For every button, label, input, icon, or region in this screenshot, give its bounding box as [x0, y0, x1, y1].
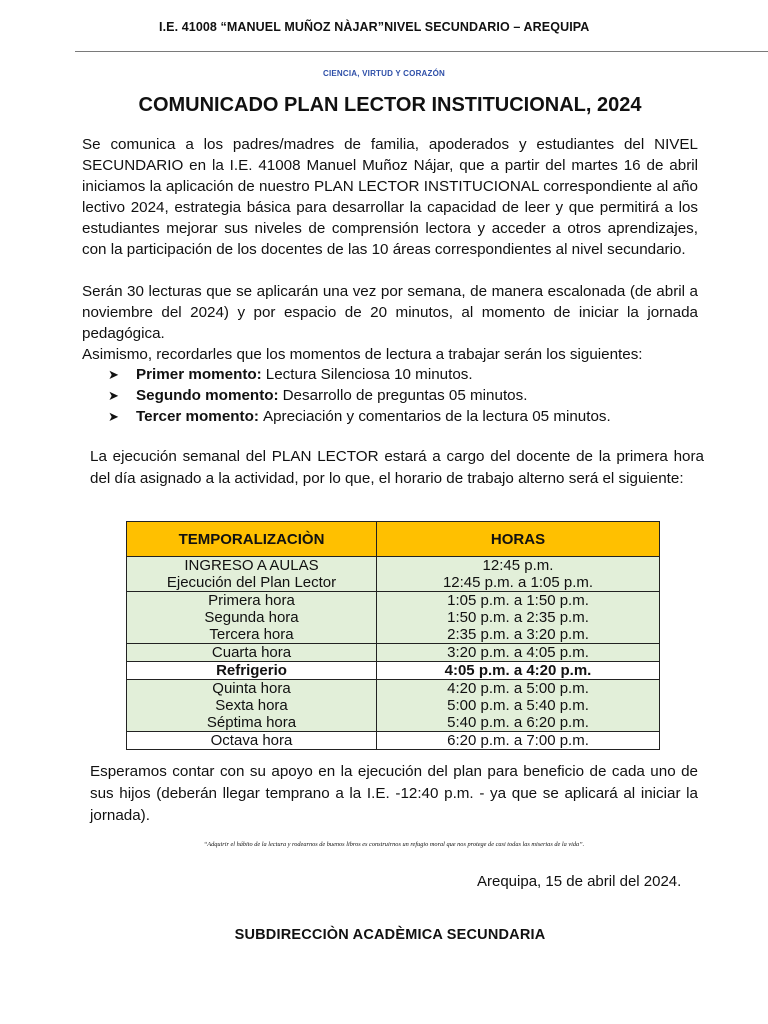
arrow-bullet-icon: ➤: [108, 409, 119, 424]
moment-text: Apreciación y comentarios de la lectura 05 minutos.: [262, 408, 611, 425]
table-row: [127, 732, 660, 750]
period-cell: Séptima hora: [127, 714, 377, 732]
period-cell: Primera hora: [127, 592, 377, 610]
arrow-bullet-icon: ➤: [108, 367, 119, 382]
time-cell: 5:40 p.m. a 6:20 p.m.: [377, 714, 660, 732]
time-cell: 2:35 p.m. a 3:20 p.m.: [377, 626, 660, 644]
moments-intro-paragraph: Asimismo, recordarles que los momentos de lectura a trabajar serán los siguientes:: [82, 346, 643, 363]
moment-text: Lectura Silenciosa 10 minutos.: [265, 366, 473, 383]
reading-moments-list: [108, 364, 611, 427]
moment-text: Desarrollo de preguntas 05 minutos.: [282, 387, 528, 404]
period-cell: INGRESO A AULAS: [127, 557, 377, 575]
moment-term: Segundo momento:: [136, 387, 279, 404]
table-row: [127, 697, 660, 714]
table-row-refrigerio: [127, 662, 660, 680]
table-row: [127, 714, 660, 732]
document-date: Arequipa, 15 de abril del 2024.: [477, 873, 682, 890]
list-item: [108, 364, 611, 385]
time-cell: 4:05 p.m. a 4:20 p.m.: [377, 662, 660, 680]
period-cell: Quinta hora: [127, 680, 377, 698]
list-item: [108, 406, 611, 427]
table-row: [127, 557, 660, 575]
period-cell: Segunda hora: [127, 609, 377, 626]
time-cell: 12:45 p.m.: [377, 557, 660, 575]
period-cell: Ejecución del Plan Lector: [127, 574, 377, 592]
readings-paragraph: Serán 30 lecturas que se aplicarán una vez por semana, de manera escalonada (de abril a noviembre del 2024) y por espacio de 20 minutos, al momento de iniciar la jornada pedagógica.: [82, 283, 698, 342]
header-divider: [75, 51, 768, 52]
reading-quote: “Adquirir el hábito de la lectura y rodearnos de buenos libros es construirnos un refugio moral que nos protege de casi todas las miserias de la vida”.: [203, 841, 585, 848]
table-row: [127, 574, 660, 592]
table-row: [127, 609, 660, 626]
signature-block: SUBDIRECCIÒN ACADÈMICA SECUNDARIA: [234, 927, 546, 943]
institution-motto: CIENCIA, VIRTUD Y CORAZÓN: [322, 69, 446, 78]
moment-term: Tercer momento:: [136, 408, 259, 425]
table-row: [127, 680, 660, 698]
institution-header: I.E. 41008 “MANUEL MUÑOZ NÀJAR”NIVEL SECUNDARIO – AREQUIPA: [159, 20, 590, 34]
time-cell: 3:20 p.m. a 4:05 p.m.: [377, 644, 660, 662]
period-cell: Octava hora: [127, 732, 377, 750]
time-cell: 1:50 p.m. a 2:35 p.m.: [377, 609, 660, 626]
document-title: COMUNICADO PLAN LECTOR INSTITUCIONAL, 2024: [138, 94, 642, 116]
period-cell: Cuarta hora: [127, 644, 377, 662]
time-cell: 6:20 p.m. a 7:00 p.m.: [377, 732, 660, 750]
table-row: [127, 626, 660, 644]
time-cell: 5:00 p.m. a 5:40 p.m.: [377, 697, 660, 714]
time-cell: 12:45 p.m. a 1:05 p.m.: [377, 574, 660, 592]
list-item: [108, 385, 611, 406]
column-header-temporalizacion: TEMPORALIZACIÒN: [127, 522, 377, 557]
moment-term: Primer momento:: [136, 366, 262, 383]
schedule-intro-paragraph: La ejecución semanal del PLAN LECTOR estará a cargo del docente de la primera hora del día asignado a la actividad, por lo que, el horario de trabajo alterno será el siguiente:: [90, 448, 704, 487]
time-cell: 4:20 p.m. a 5:00 p.m.: [377, 680, 660, 698]
table-header-row: [127, 522, 660, 557]
arrow-bullet-icon: ➤: [108, 388, 119, 403]
closing-paragraph: Esperamos contar con su apoyo en la ejecución del plan para beneficio de cada uno de sus hijos (deberán llegar temprano a la I.E. -12:40 p.m. - ya que se aplicará al iniciar la jornada).: [90, 763, 698, 824]
table-row: [127, 644, 660, 662]
column-header-horas: HORAS: [377, 522, 660, 557]
period-cell: Refrigerio: [127, 662, 377, 680]
time-cell: 1:05 p.m. a 1:50 p.m.: [377, 592, 660, 610]
period-cell: Tercera hora: [127, 626, 377, 644]
intro-paragraph: Se comunica a los padres/madres de familia, apoderados y estudiantes del NIVEL SECUNDARIO en la I.E. 41008 Manuel Muñoz Nájar, que a partir del martes 16 de abril iniciamos la aplicación de nuestro PLAN LECTOR INSTITUCIONAL correspondiente al año lectivo 2024, estrategia básica para desarrollar la capacidad de leer y que permitirá a los estudiantes mejorar sus niveles de comprensión lectora y acceder a otros aprendizajes, con la participación de los docentes de las 10 áreas correspondientes al nivel secundario.: [82, 136, 698, 258]
schedule-table: [126, 521, 660, 750]
period-cell: Sexta hora: [127, 697, 377, 714]
table-row: [127, 592, 660, 610]
